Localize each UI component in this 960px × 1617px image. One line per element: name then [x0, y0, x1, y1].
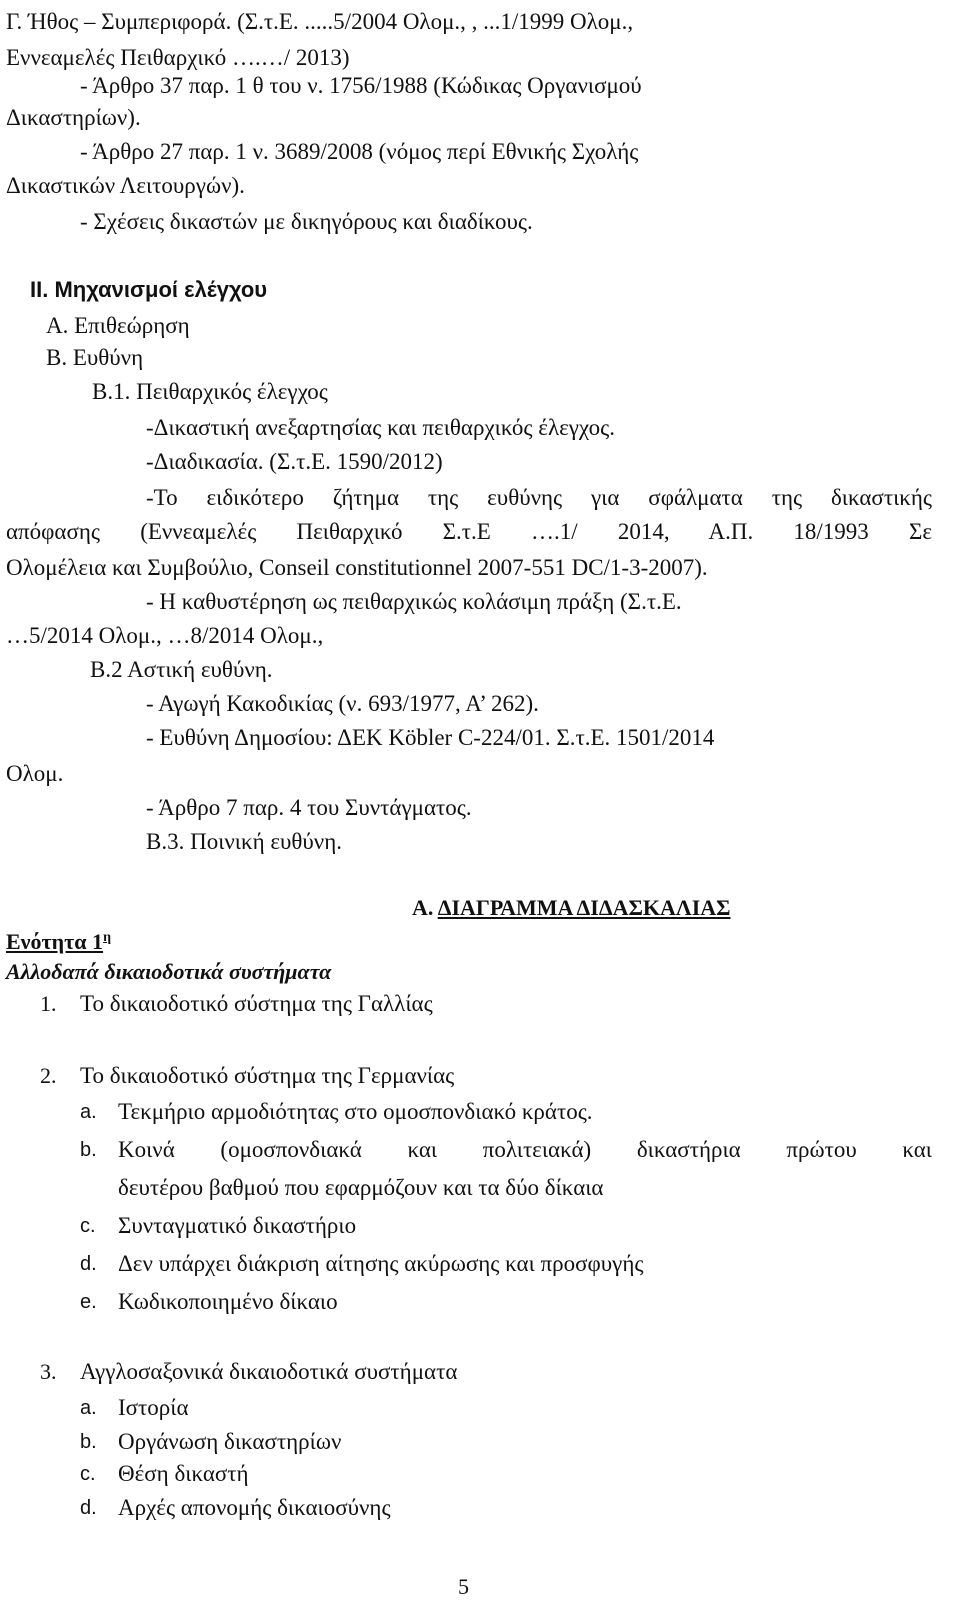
- list-item: Το δικαιοδοτικό σύστημα της Γερμανίας: [80, 1063, 455, 1088]
- sub-item: Θέση δικαστή: [118, 1461, 249, 1486]
- text-line: Β.3. Ποινική ευθύνη.: [146, 829, 342, 854]
- text-line: …5/2014 Ολομ., …8/2014 Ολομ.,: [6, 623, 324, 648]
- text-line: - Άρθρο 27 παρ. 1 ν. 3689/2008 (νόμος περί Εθνικής Σχολής: [80, 139, 639, 164]
- diagram-title-text: ΔΙΑΓΡΑΜΜΑ ΔΙΔΑΣΚΑΛΙΑΣ: [437, 895, 731, 920]
- text-line: Δικαστικών Λειτουργών).: [6, 173, 245, 198]
- sub-letter: c.: [80, 1463, 96, 1485]
- text-line: - Άρθρο 7 παρ. 4 του Συντάγματος.: [146, 795, 472, 820]
- sub-letter: d.: [80, 1497, 97, 1519]
- text-line: Εννεαμελές Πειθαρχικό ….…/ 2013): [6, 45, 350, 70]
- sub-item: Συνταγματικό δικαστήριο: [118, 1213, 357, 1238]
- text-line: - Σχέσεις δικαστών με δικηγόρους και διαδίκους.: [80, 209, 533, 234]
- text-line: Δικαστηρίων).: [6, 105, 141, 130]
- section-heading: ΙΙ. Μηχανισμοί ελέγχου: [30, 277, 268, 302]
- diagram-title: [412, 894, 731, 922]
- list-item: Το δικαιοδοτικό σύστημα της Γαλλίας: [80, 991, 433, 1016]
- sub-item: Αρχές απονομής δικαιοσύνης: [118, 1495, 391, 1520]
- unit-heading: [6, 928, 111, 960]
- sub-item: Δεν υπάρχει διάκριση αίτησης ακύρωσης και προσφυγής: [118, 1251, 644, 1276]
- unit-sup: η: [103, 930, 112, 945]
- text-line: -Διαδικασία. (Σ.τ.Ε. 1590/2012): [146, 449, 443, 474]
- sub-letter: e.: [80, 1291, 97, 1313]
- text-line: - Άρθρο 37 παρ. 1 θ του ν. 1756/1988 (Κώδικας Οργανισμού: [80, 73, 642, 98]
- sub-letter: a.: [80, 1397, 97, 1419]
- sub-item: Ιστορία: [118, 1395, 189, 1420]
- text-line: - Η καθυστέρηση ως πειθαρχικώς κολάσιμη πράξη (Σ.τ.Ε.: [146, 589, 682, 614]
- text-line: - Ευθύνη Δημοσίου: ΔΕΚ Köbler C-224/01. Σ.τ.Ε. 1501/2014: [146, 725, 715, 750]
- diagram-prefix: Α.: [412, 895, 438, 920]
- sub-letter: a.: [80, 1101, 97, 1123]
- text-line: -Το ειδικότερο ζήτημα της ευθύνης για σφάλματα της δικαστικής: [146, 485, 932, 510]
- unit-label: Ενότητα 1: [6, 929, 104, 954]
- sub-item: Οργάνωση δικαστηρίων: [118, 1429, 342, 1454]
- sub-item-continuation: δευτέρου βαθμού που εφαρμόζουν και τα δύο δίκαια: [118, 1175, 604, 1200]
- list-number: 3.: [40, 1359, 57, 1384]
- text-line: Ολομ.: [6, 761, 64, 786]
- text-line: Β. Ευθύνη: [46, 345, 144, 370]
- text-line: - Αγωγή Κακοδικίας (ν. 693/1977, Α’ 262).: [146, 691, 539, 716]
- list-item: Αγγλοσαξονικά δικαιοδοτικά συστήματα: [80, 1359, 458, 1384]
- sub-item: Τεκμήριο αρμοδιότητας στο ομοσπονδιακό κράτος.: [118, 1099, 593, 1124]
- text-line: απόφασης (Εννεαμελές Πειθαρχικό Σ.τ.Ε ….1/ 2014, Α.Π. 18/1993 Σε: [6, 519, 932, 544]
- sub-letter: b.: [80, 1431, 97, 1453]
- text-line: Γ. Ήθος – Συμπεριφορά. (Σ.τ.Ε. .....5/2004 Ολομ., , ...1/1999 Ολομ.,: [6, 9, 634, 34]
- page-number: 5: [458, 1574, 469, 1599]
- text-line: Β.2 Αστική ευθύνη.: [90, 657, 273, 682]
- sub-letter: d.: [80, 1253, 97, 1275]
- sub-letter: b.: [80, 1139, 97, 1161]
- sub-item: Κωδικοποιημένο δίκαιο: [118, 1289, 338, 1314]
- text-line: Α. Επιθεώρηση: [46, 313, 190, 338]
- sub-item: Κοινά (ομοσπονδιακά και πολιτειακά) δικαστήρια πρώτου και: [118, 1137, 932, 1162]
- list-number: 2.: [40, 1063, 57, 1088]
- list-number: 1.: [40, 991, 57, 1016]
- text-line: -Δικαστική ανεξαρτησίας και πειθαρχικός έλεγχος.: [146, 415, 615, 440]
- unit-subtitle: Αλλοδαπά δικαιοδοτικά συστήματα: [6, 959, 332, 984]
- sub-letter: c.: [80, 1215, 96, 1237]
- text-line: Ολομέλεια και Συμβούλιο, Conseil constitutionnel 2007-551 DC/1-3-2007).: [6, 555, 708, 580]
- text-line: Β.1. Πειθαρχικός έλεγχος: [92, 379, 328, 404]
